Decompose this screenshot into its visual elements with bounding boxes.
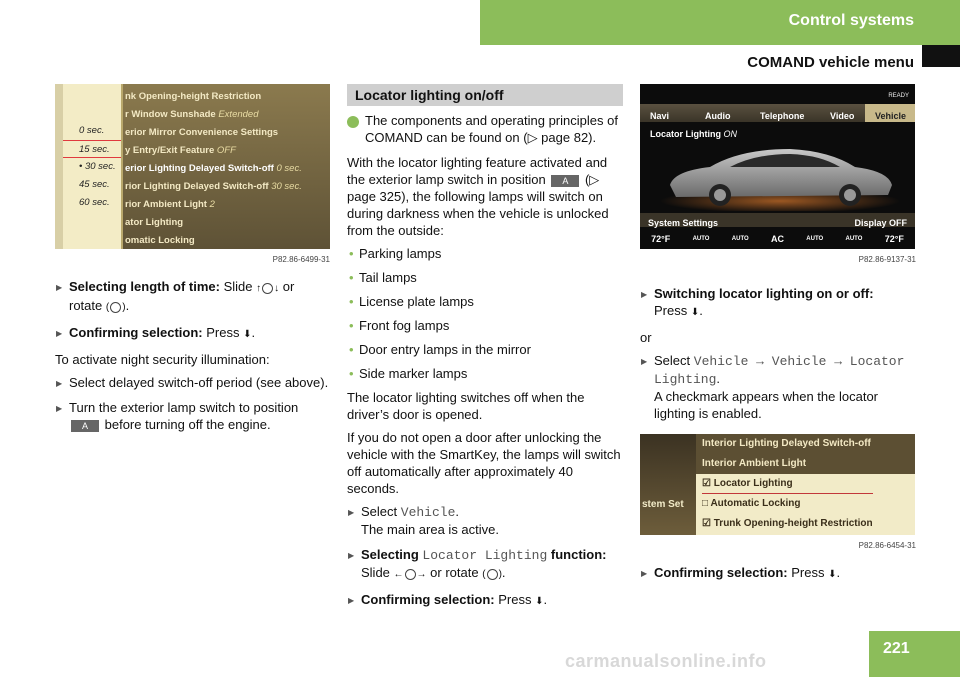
paragraph: To activate night security illumination:	[55, 352, 270, 367]
locator-lighting-label: Locator Lighting ON	[650, 129, 738, 139]
climate-auto: AUTO	[845, 236, 863, 242]
bottom-bar	[640, 213, 915, 227]
list-item: ☑ Trunk Opening-height Restriction	[702, 518, 873, 529]
rotate-icon: ( )	[105, 302, 126, 313]
switch-position-a-icon: A	[71, 420, 99, 432]
menu-item: rior Ambient Light 2	[125, 199, 215, 210]
press-icon: ⬇	[828, 569, 837, 580]
page-number: 221	[869, 631, 960, 677]
press-icon: ⬇	[690, 307, 700, 318]
watermark: carmanualsonline.info	[565, 651, 767, 671]
screen-locator-checkbox: stem Set Interior Lighting Delayed Switch-off Interior Ambient Light ☑ Locator Lighting □ Automatic Locking ☑ Trunk Opening-height Restriction	[640, 434, 915, 535]
tab-video: Video	[830, 111, 855, 121]
screen-delayed-switch-off	[55, 84, 330, 249]
step: ▶ Selecting length of time: Slide ↑ ↓ or rotate ( ).	[55, 278, 330, 316]
list-item: □ Automatic Locking	[702, 498, 801, 509]
column-middle	[342, 84, 623, 618]
info-icon: i	[347, 116, 359, 128]
step: ▶ Confirming selection: Press ⬇.	[347, 591, 623, 610]
menu-item: ator Lighting	[125, 217, 184, 228]
paragraph: or	[640, 330, 652, 345]
paragraph: If you do not open a door after unlocking the vehicle with the SmartKey, the lamps will switch off automatically after approximately 40 seconds.	[347, 430, 621, 496]
page-title: COMAND vehicle menu	[747, 54, 914, 71]
slide-up-down-icon: ↑ ↓	[256, 283, 280, 294]
rotate-icon: ( )	[482, 569, 502, 580]
section-title: Control systems	[788, 12, 914, 29]
tab-audio: Audio	[705, 111, 731, 121]
display-off: Display OFF	[854, 218, 907, 228]
tab-telephone: Telephone	[760, 111, 805, 121]
list-item: Interior Lighting Delayed Switch-off	[702, 438, 871, 449]
option: 60 sec.	[79, 197, 110, 208]
climate-bar	[640, 230, 915, 249]
menu-tabs	[640, 104, 915, 122]
section-heading: Locator lighting on/off	[347, 84, 623, 106]
menu-item: omatic Locking	[125, 235, 195, 246]
temp-left: 72°F	[651, 234, 671, 244]
image-caption: P82.86-6454-31	[858, 541, 916, 550]
temp-right: 72°F	[884, 234, 904, 244]
climate-auto: AUTO	[806, 236, 824, 242]
car-image	[660, 139, 900, 211]
option: 45 sec.	[79, 179, 110, 190]
press-icon: ⬇	[535, 596, 544, 607]
climate-auto: AUTO	[692, 236, 710, 242]
slide-left-right-icon: ← →	[393, 569, 427, 580]
list-item: • License plate lamps	[347, 293, 623, 310]
climate-ac: AC	[770, 234, 784, 244]
lamp-list	[347, 245, 623, 382]
paragraph: With the locator lighting feature activated and the exterior lamp switch in position A (▷ page 325), the following lamps will switch on during darkness when the vehicle is unlocked from the outside:	[347, 155, 609, 238]
screen-locator-lighting	[640, 84, 915, 249]
step: ▶ Turn the exterior lamp switch to position A before turning off the engine.	[55, 399, 330, 433]
list-item: • Door entry lamps in the mirror	[347, 341, 623, 358]
option: • 30 sec.	[79, 161, 116, 172]
tab-vehicle: Vehicle	[865, 104, 915, 122]
list-item: • Side marker lamps	[347, 365, 623, 382]
menu-item: rior Lighting Delayed Switch-off 30 sec.	[125, 181, 302, 192]
step: ▶ Select delayed switch-off period (see above).	[55, 374, 330, 391]
settings-list	[702, 434, 873, 534]
system-settings: System Settings	[648, 218, 719, 228]
step: ▶ Confirming selection: Press ⬇.	[55, 324, 330, 343]
menu-item: r Window Sunshade Extended	[125, 109, 259, 120]
time-options-popup	[63, 84, 123, 249]
column-left	[55, 84, 330, 441]
step: ▶ Select Vehicle. The main area is active.	[347, 503, 623, 538]
menu-item: y Entry/Exit Feature OFF	[125, 145, 236, 156]
option: 0 sec.	[79, 125, 105, 136]
step: ▶ Confirming selection: Press ⬇.	[640, 564, 916, 583]
menu-item: erior Lighting Delayed Switch-off 0 sec.	[125, 163, 302, 174]
step: ▶ Switching locator lighting on or off: Press ⬇.	[640, 285, 916, 321]
list-item: • Front fog lamps	[347, 317, 623, 334]
list-item-selected: ☑ Locator Lighting	[702, 474, 873, 494]
info-note: i The components and operating principles of COMAND can be found on (▷ page 82).	[342, 113, 618, 145]
press-icon: ⬇	[243, 329, 252, 340]
climate-auto: AUTO	[731, 236, 749, 242]
ready-indicator: READY	[888, 93, 909, 99]
step: ▶ Select Vehicle → Vehicle → Locator Lighting. A checkmark appears when the locator lighting is enabled.	[640, 352, 916, 422]
list-item: Interior Ambient Light	[702, 458, 807, 469]
menu-item: erior Mirror Convenience Settings	[125, 127, 279, 138]
menu-item: nk Opening-height Restriction	[125, 91, 262, 102]
column-right	[640, 84, 916, 591]
step: ▶ Selecting Locator Lighting function: Slide ← → or rotate ( ).	[347, 546, 623, 583]
list-item: • Parking lamps	[347, 245, 623, 262]
list-item: • Tail lamps	[347, 269, 623, 286]
paragraph: The locator lighting switches off when the driver’s door is opened.	[347, 390, 585, 422]
switch-position-a-icon: A	[551, 175, 579, 187]
image-caption: P82.86-9137-31	[858, 255, 916, 264]
tab-navi: Navi	[650, 111, 670, 121]
option-selected: 15 sec.	[63, 140, 121, 158]
menu-list	[125, 88, 302, 249]
header-marker	[922, 45, 960, 67]
image-caption: P82.86-6499-31	[272, 255, 330, 264]
